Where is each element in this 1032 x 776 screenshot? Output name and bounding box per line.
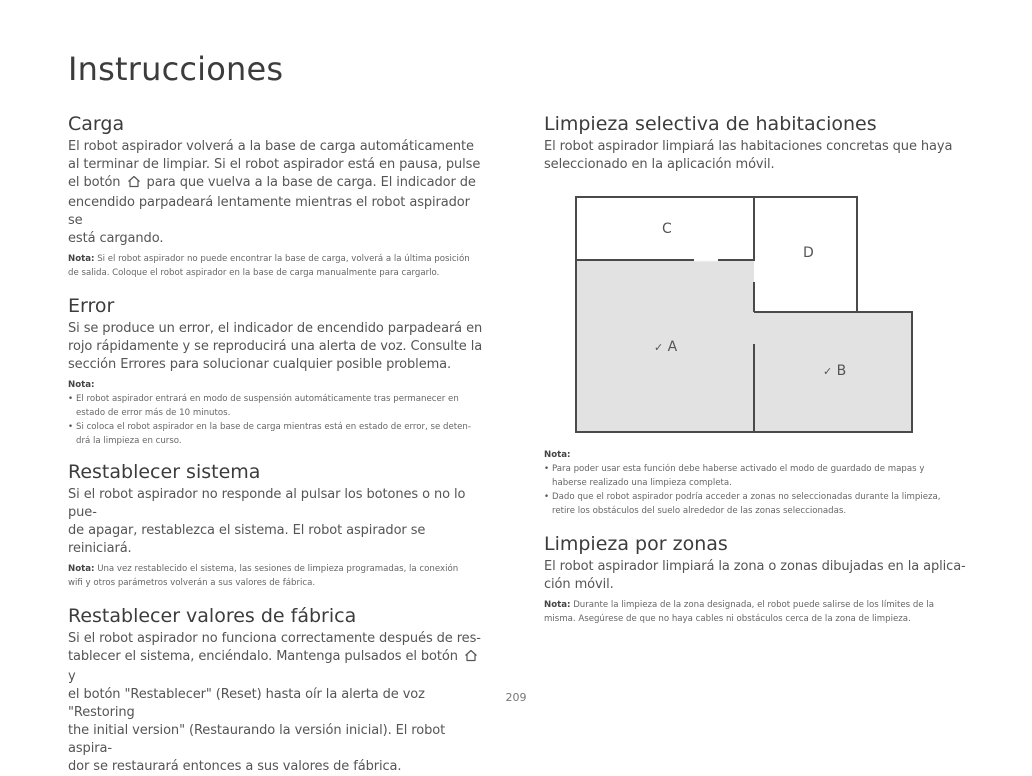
text-line: Si el robot aspirador no responde al pulsar los botones o no lo pue- (68, 487, 466, 520)
section-heading: Limpieza por zonas (544, 533, 728, 555)
text-line: the initial version" (Restaurando la versión inicial). El robot aspira- (68, 723, 446, 756)
section-zone-cleaning (544, 530, 974, 626)
text-line: Si el robot aspirador no funciona correctamente después de res- (68, 631, 481, 646)
text-line: y (68, 669, 76, 684)
section-carga (68, 110, 488, 280)
text-line: al terminar de limpiar. Si el robot aspirador está en pausa, pulse (68, 157, 481, 172)
note-text: Si el robot aspirador no puede encontrar la base de carga, volverá a la última posición (97, 254, 470, 264)
note-label: Nota: (68, 564, 95, 574)
note-text: Durante la limpieza de la zona designada, el robot puede salirse de los límites de la (573, 600, 934, 610)
note-label: Nota: (544, 450, 571, 460)
text-line: el botón "Restablecer" (Reset) hasta oír la alerta de voz "Restoring (68, 687, 425, 720)
text-line: ción móvil. (544, 577, 614, 592)
list-item: • Dado que el robot aspirador podría acceder a zonas no seleccionadas durante la limpieza, retire los obstáculos del suelo alrededor de las zonas seleccionadas. (544, 490, 974, 518)
section-heading: Restablecer sistema (68, 461, 261, 483)
right-column-lower (544, 448, 974, 626)
section-heading: Error (68, 295, 115, 317)
text-line: el botón (68, 175, 121, 190)
note-label: Nota: (68, 254, 95, 264)
text-line: sección Errores para solucionar cualquier posible problema. (68, 357, 452, 372)
page-title: Instrucciones (68, 50, 284, 88)
note-text: wifi y otros parámetros volverán a sus valores de fábrica. (68, 578, 316, 588)
section-heading: Carga (68, 113, 125, 135)
section-reset (68, 458, 488, 590)
note-bullets (544, 462, 974, 518)
text-line: dor se restaurará entonces a sus valores de fábrica. (68, 759, 402, 774)
text-line: El robot aspirador limpiará la zona o zonas dibujadas en la aplica- (544, 559, 966, 574)
room-b-label: ✓ B (823, 363, 847, 379)
page-number: 209 (505, 691, 527, 704)
left-column (68, 110, 488, 776)
home-icon (464, 649, 478, 668)
note-label: Nota: (68, 380, 95, 390)
section-body (544, 558, 974, 594)
text-line: El robot aspirador limpiará las habitaciones concretas que haya (544, 139, 953, 154)
text-line: rojo rápidamente y se reproducirá una alerta de voz. Consulte la (68, 339, 483, 354)
room-map (572, 194, 918, 436)
note (68, 378, 488, 392)
list-item: • Si coloca el robot aspirador en la base de carga mientras está en estado de error, se deten- drá la limpieza en curso. (68, 420, 488, 448)
section-factory-reset (68, 602, 488, 776)
room-c-label: C (662, 221, 672, 237)
room-a-label: ✓ A (654, 339, 678, 355)
list-item: • Para poder usar esta función debe haberse activado el modo de guardado de mapas y haberse realizado una limpieza completa. (544, 462, 974, 490)
note (68, 252, 488, 280)
room-d-label: D (803, 245, 814, 261)
section-error (68, 292, 488, 448)
note-text: de salida. Coloque el robot aspirador en la base de carga manualmente para cargarlo. (68, 268, 440, 278)
check-icon: ✓ (823, 365, 833, 378)
right-column (544, 110, 964, 174)
text-line: para que vuelva a la base de carga. El indicador de (146, 175, 476, 190)
note-bullets (68, 392, 488, 448)
list-item: • El robot aspirador entrará en modo de suspensión automáticamente tras permanecer en estado de error más de 10 minutos. (68, 392, 488, 420)
section-body (68, 486, 488, 558)
note-label: Nota: (544, 600, 571, 610)
check-icon: ✓ (654, 341, 664, 354)
text-line: seleccionado en la aplicación móvil. (544, 157, 775, 172)
text-line: encendido parpadeará lentamente mientras el robot aspirador se (68, 195, 470, 228)
text-line: Si se produce un error, el indicador de encendido parpadeará en (68, 321, 483, 336)
note-text: Una vez restablecido el sistema, las sesiones de limpieza programadas, la conexión (97, 564, 459, 574)
section-heading: Limpieza selectiva de habitaciones (544, 113, 877, 135)
note (544, 598, 974, 626)
section-body (544, 138, 964, 174)
note (68, 562, 488, 590)
section-heading: Restablecer valores de fábrica (68, 605, 357, 627)
home-icon (127, 175, 141, 194)
text-line: de apagar, restablezca el sistema. El robot aspirador se reiniciará. (68, 523, 426, 556)
section-body (68, 320, 488, 374)
note (544, 448, 974, 462)
section-selective-cleaning (544, 110, 964, 174)
text-line: El robot aspirador volverá a la base de carga automáticamente (68, 139, 474, 154)
text-line: tablecer el sistema, enciéndalo. Mantenga pulsados el botón (68, 649, 458, 664)
note-text: misma. Asegúrese de que no haya cables ni obstáculos cerca de la zona de limpieza. (544, 614, 911, 624)
text-line: está cargando. (68, 231, 164, 246)
section-body (68, 138, 488, 248)
